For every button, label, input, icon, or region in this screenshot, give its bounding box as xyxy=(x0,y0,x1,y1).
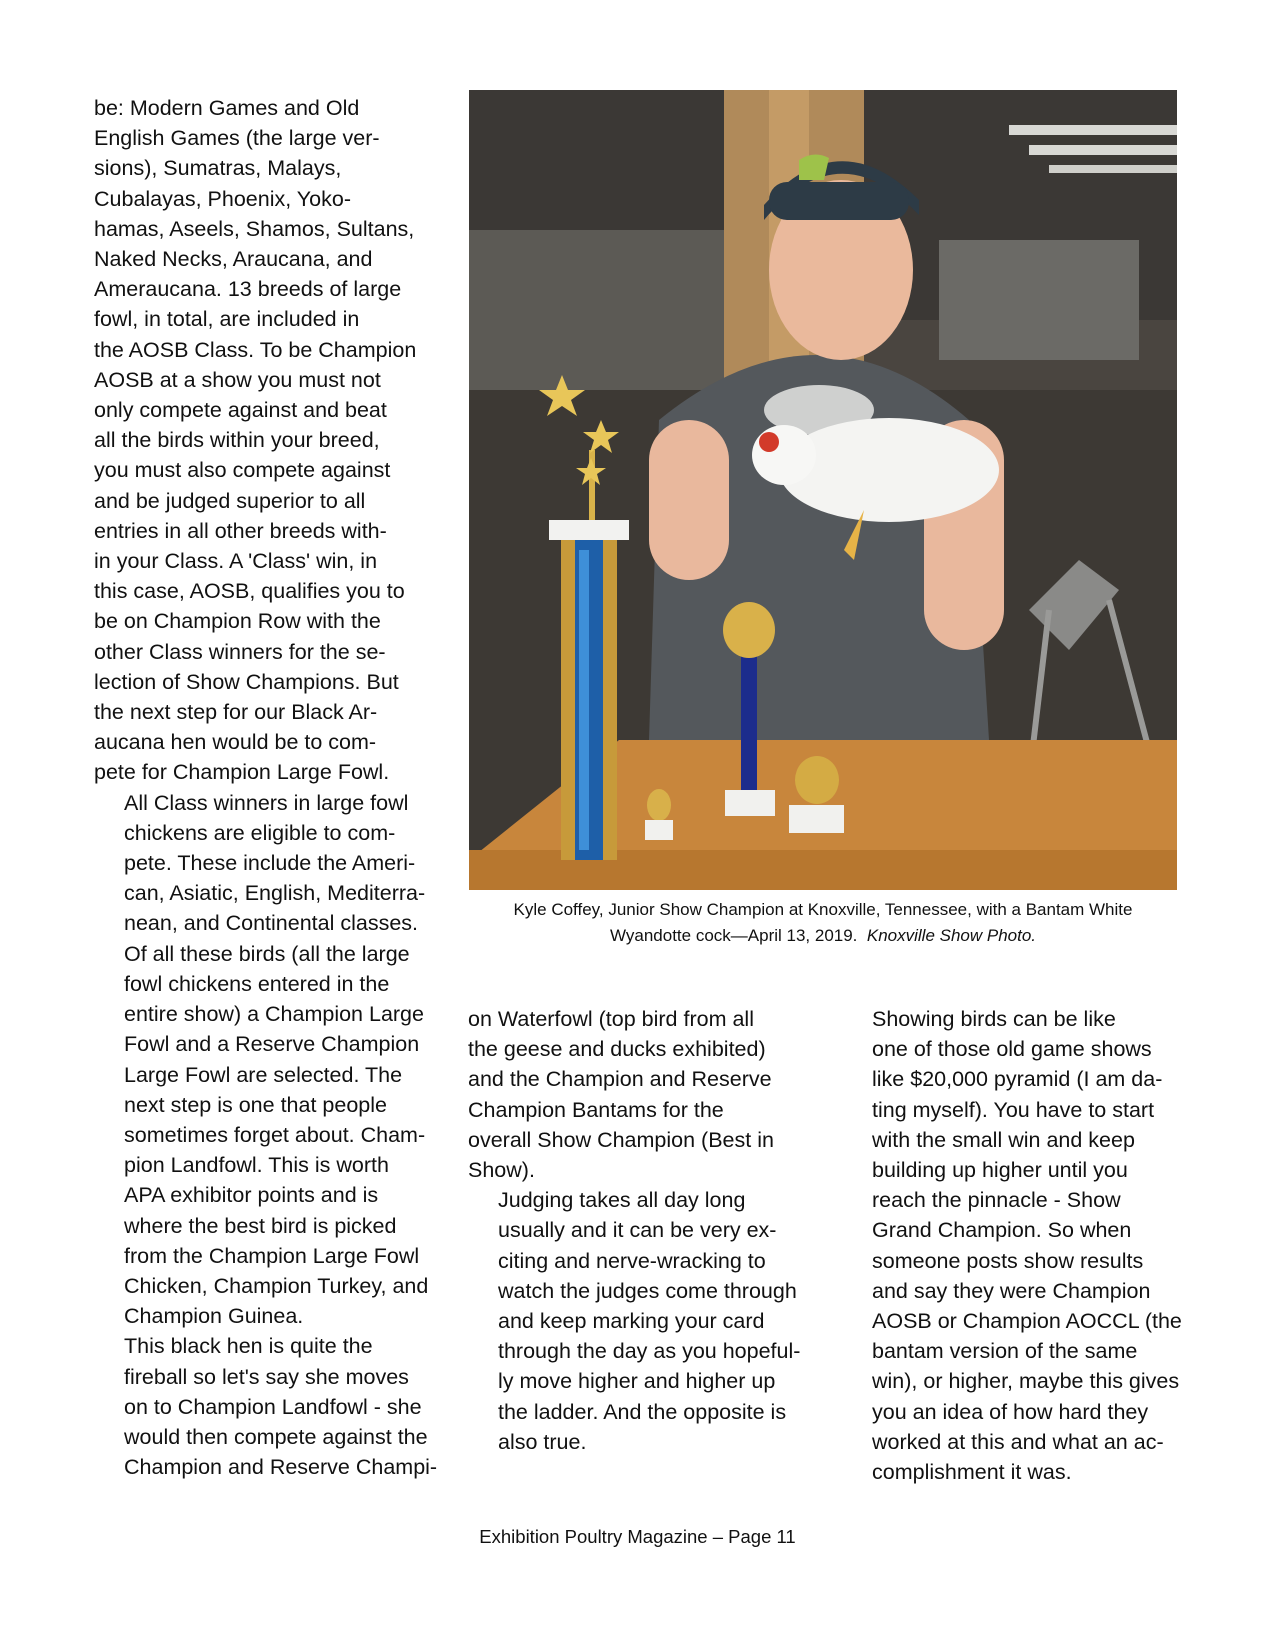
text-line: worked at this and what an ac- xyxy=(872,1429,1164,1454)
text-line: be: Modern Games and Old xyxy=(94,96,360,120)
text-line: nean, and Continental classes. xyxy=(124,911,419,936)
text-line: usually and it can be very ex- xyxy=(498,1218,777,1243)
text-line: Grand Champion. So when xyxy=(872,1218,1132,1243)
text-line: all the birds within your breed, xyxy=(94,428,380,453)
text-line: you an idea of how hard they xyxy=(872,1399,1149,1424)
text-line: Naked Necks, Araucana, and xyxy=(94,247,373,272)
text-line: AOSB at a show you must not xyxy=(94,367,381,392)
text-line: chickens are eligible to com- xyxy=(124,820,396,845)
text-line: All Class winners in large fowl xyxy=(124,790,409,815)
text-line: Showing birds can be like xyxy=(872,1007,1116,1031)
text-line: entire show) a Champion Large xyxy=(124,1002,424,1027)
text-line: the AOSB Class. To be Champion xyxy=(94,337,417,362)
text-line: also true. xyxy=(498,1429,587,1454)
text-line: Cubalayas, Phoenix, Yoko- xyxy=(94,186,351,211)
text-line: reach the pinnacle - Show xyxy=(872,1188,1121,1213)
text-line: on Waterfowl (top bird from all xyxy=(468,1007,754,1031)
text-line: pete. These include the Ameri- xyxy=(124,851,416,876)
text-line: and be judged superior to all xyxy=(94,488,366,513)
page-footer: Exhibition Poultry Magazine – Page 11 xyxy=(479,1526,796,1547)
caption-line xyxy=(469,923,1177,949)
paragraph xyxy=(94,788,429,1332)
text-line: Champion and Reserve Champi- xyxy=(124,1455,438,1480)
text-line: APA exhibitor points and is xyxy=(124,1183,379,1208)
text-line: pion Landfowl. This is worth xyxy=(124,1153,389,1178)
text-line: from the Champion Large Fowl xyxy=(124,1243,420,1268)
text-line: and the Champion and Reserve xyxy=(468,1067,772,1092)
text-line: like $20,000 pyramid (I am da- xyxy=(872,1067,1163,1092)
text-line: ly move higher and higher up xyxy=(498,1369,776,1394)
text-line: hamas, Aseels, Shamos, Sultans, xyxy=(94,216,415,241)
text-line: Large Fowl are selected. The xyxy=(124,1062,403,1087)
text-line: where the best bird is picked xyxy=(124,1213,397,1238)
photo-credit: Knoxville Show Photo. xyxy=(866,926,1037,945)
text-line: fireball so let's say she moves xyxy=(124,1364,409,1389)
paragraph xyxy=(842,1004,1187,1487)
paragraph xyxy=(94,93,424,788)
text-line: Champion Bantams for the xyxy=(468,1097,724,1122)
text-line: entries in all other breeds with- xyxy=(94,518,387,543)
text-line: the next step for our Black Ar- xyxy=(94,700,378,725)
text-line: This black hen is quite the xyxy=(124,1334,373,1359)
text-line: and say they were Champion xyxy=(872,1278,1151,1303)
article-column-left xyxy=(94,93,438,1482)
text-line: ting myself). You have to start xyxy=(872,1097,1155,1122)
text-line: and keep marking your card xyxy=(498,1309,765,1334)
text-line: only compete against and beat xyxy=(94,398,387,423)
text-line: this case, AOSB, qualifies you to xyxy=(94,579,405,604)
text-line: lection of Show Champions. But xyxy=(94,669,399,694)
text-line: win), or higher, maybe this gives xyxy=(872,1369,1180,1394)
text-line: Judging takes all day long xyxy=(498,1188,746,1213)
text-line: citing and nerve-wracking to xyxy=(498,1248,766,1273)
text-line: overall Show Champion (Best in xyxy=(468,1127,774,1152)
text-line: bantam version of the same xyxy=(872,1339,1138,1364)
text-line: on to Champion Landfowl - she xyxy=(124,1394,422,1419)
text-line: someone posts show results xyxy=(872,1248,1144,1273)
caption-text: Wyandotte cock—April 13, 2019. xyxy=(609,926,858,945)
text-line: through the day as you hopeful- xyxy=(498,1339,801,1364)
paragraph xyxy=(468,1185,801,1457)
paragraph xyxy=(468,1004,798,1185)
text-line: would then compete against the xyxy=(124,1424,428,1449)
text-line: with the small win and keep xyxy=(872,1127,1135,1152)
text-line: next step is one that people xyxy=(124,1092,387,1117)
text-line: pete for Champion Large Fowl. xyxy=(94,760,390,785)
article-column-right xyxy=(842,1004,1187,1487)
caption-line: Kyle Coffey, Junior Show Champion at Knoxville, Tennessee, with a Bantam White xyxy=(513,900,1133,919)
text-line: the ladder. And the opposite is xyxy=(498,1399,787,1424)
text-line: in your Class. A 'Class' win, in xyxy=(94,549,378,574)
text-line: fowl, in total, are included in xyxy=(94,307,360,332)
text-line: building up higher until you xyxy=(872,1158,1128,1183)
text-line: sometimes forget about. Cham- xyxy=(124,1122,426,1147)
text-line: complishment it was. xyxy=(872,1460,1072,1485)
text-line: sions), Sumatras, Malays, xyxy=(94,156,342,181)
text-line: the geese and ducks exhibited) xyxy=(468,1037,766,1062)
text-line: Show). xyxy=(468,1158,535,1183)
text-line: be on Champion Row with the xyxy=(94,609,381,634)
text-line: watch the judges come through xyxy=(498,1278,797,1303)
champion-photo xyxy=(469,90,1177,890)
text-line: aucana hen would be to com- xyxy=(94,730,377,755)
text-line: fowl chickens entered in the xyxy=(124,971,390,996)
text-line: other Class winners for the se- xyxy=(94,639,386,664)
text-line: one of those old game shows xyxy=(872,1037,1152,1062)
photo-caption xyxy=(469,897,1177,949)
text-line: Ameraucana. 13 breeds of large xyxy=(94,277,402,302)
text-line: Fowl and a Reserve Champion xyxy=(124,1032,420,1057)
text-line: English Games (the large ver- xyxy=(94,126,380,151)
text-line: can, Asiatic, English, Mediterra- xyxy=(124,881,426,906)
text-line: Chicken, Champion Turkey, and xyxy=(124,1273,429,1298)
text-line: AOSB or Champion AOCCL (the xyxy=(872,1309,1182,1334)
text-line: you must also compete against xyxy=(94,458,391,483)
article-column-middle xyxy=(468,1004,801,1457)
text-line: Of all these birds (all the large xyxy=(124,941,410,966)
text-line: Champion Guinea. xyxy=(124,1304,304,1329)
paragraph xyxy=(94,1331,438,1482)
